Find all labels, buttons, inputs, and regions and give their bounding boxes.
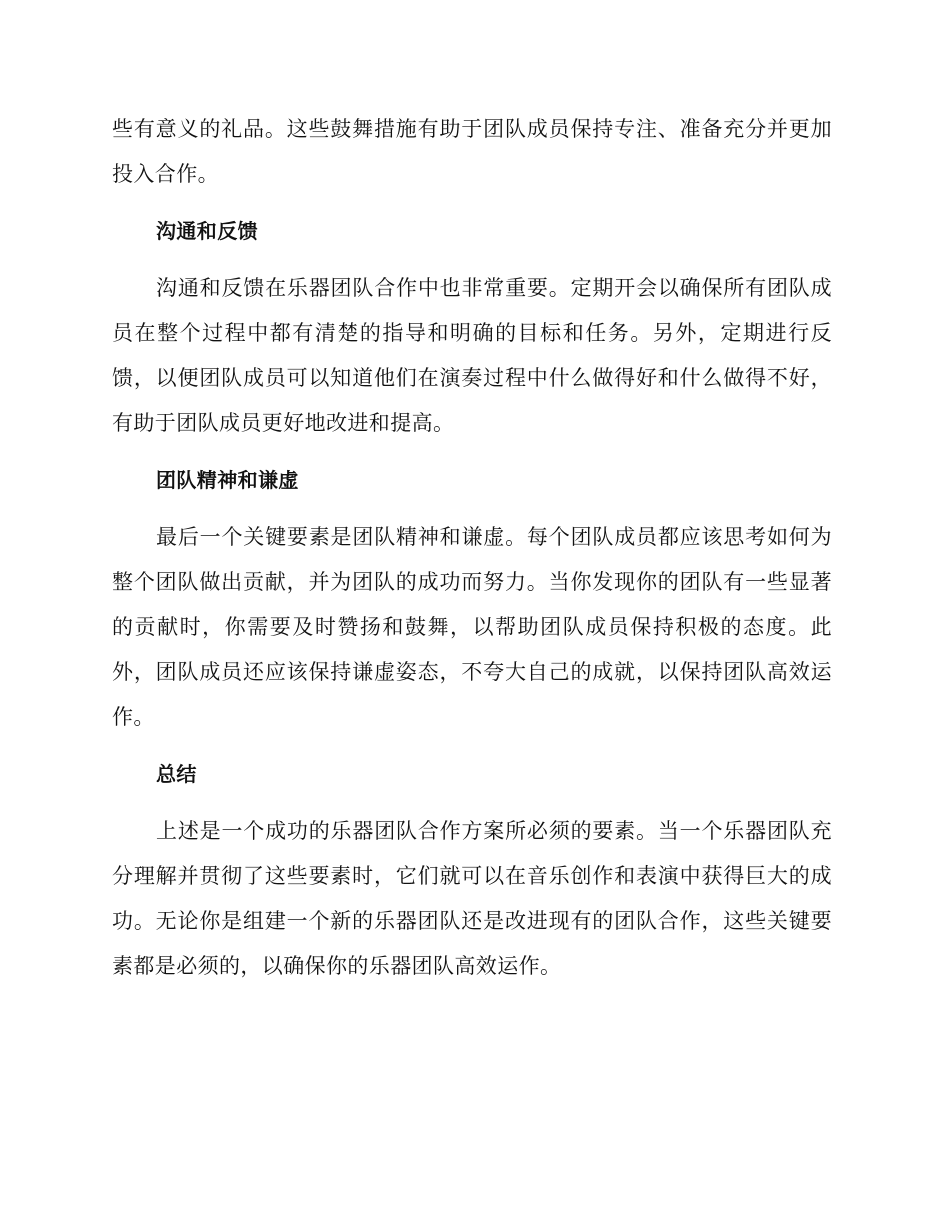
document-page — [112, 107, 832, 989]
section-heading-summary: 总结 — [156, 762, 197, 786]
section-heading-team-spirit: 团队精神和谦虚 — [156, 468, 299, 492]
section-heading-communication: 沟通和反馈 — [156, 219, 258, 243]
section-body-communication: 沟通和反馈在乐器团队合作中也非常重要。定期开会以确保所有团队成员在整个过程中都有清楚的指导和明确的目标和任务。另外，定期进行反馈，以便团队成员可以知道他们在演奏过程中什么做得好和什么做得不好，有助于团队成员更好地改进和提高。 — [112, 276, 832, 435]
section-body-team-spirit: 最后一个关键要素是团队精神和谦虚。每个团队成员都应该思考如何为整个团队做出贡献，并为团队的成功而努力。当你发现你的团队有一些显著的贡献时，你需要及时赞扬和鼓舞，以帮助团队成员保持积极的态度。此外，团队成员还应该保持谦虚姿态，不夸大自己的成就，以保持团队高效运作。 — [112, 525, 832, 729]
intro-paragraph: 些有意义的礼品。这些鼓舞措施有助于团队成员保持专注、准备充分并更加投入合作。 — [112, 117, 832, 186]
section-body-summary: 上述是一个成功的乐器团队合作方案所必须的要素。当一个乐器团队充分理解并贯彻了这些要素时，它们就可以在音乐创作和表演中获得巨大的成功。无论你是组建一个新的乐器团队还是改进现有的团队合作，这些关键要素都是必须的，以确保你的乐器团队高效运作。 — [112, 819, 832, 978]
